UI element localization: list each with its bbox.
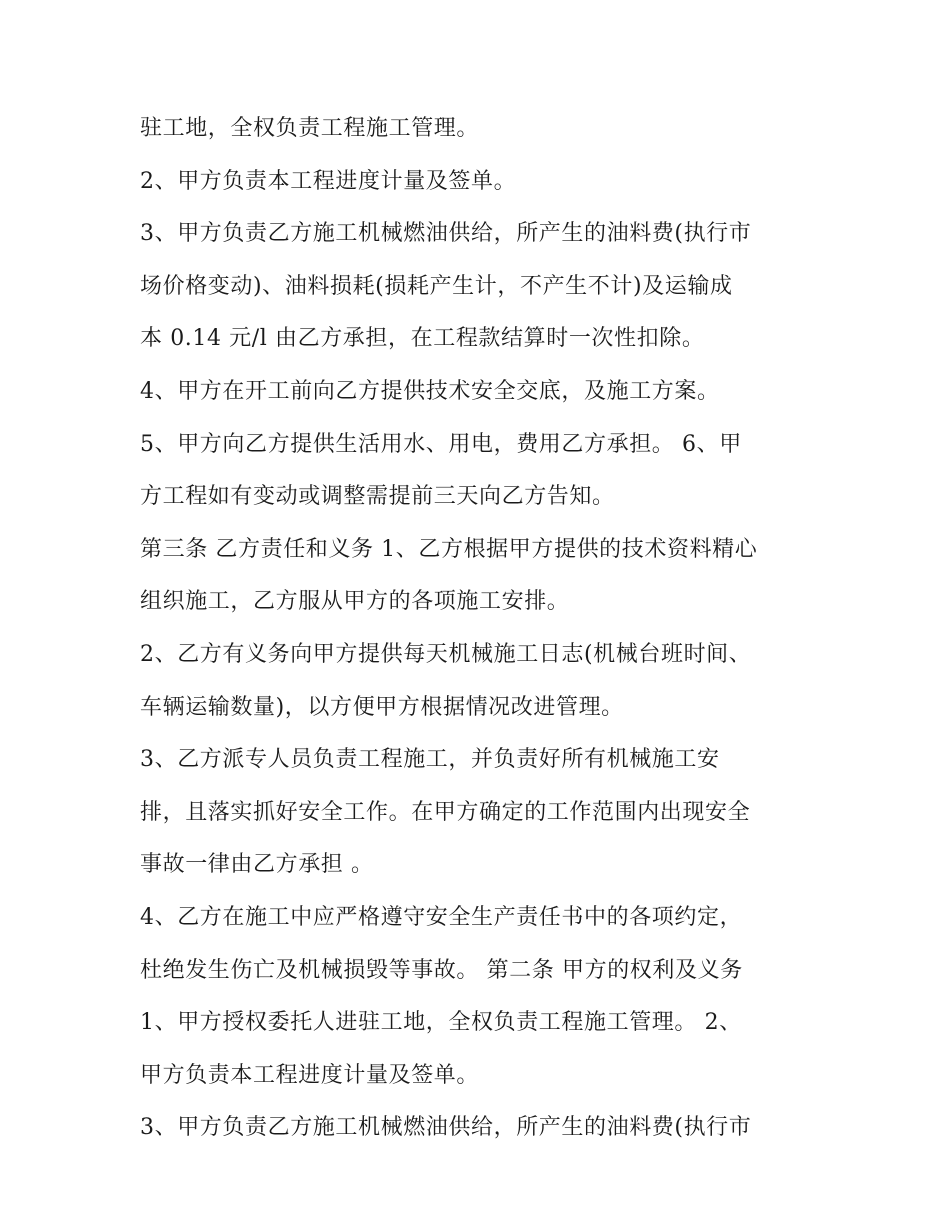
document-body (140, 103, 830, 1155)
text-line: 3、甲方负责乙方施工机械燃油供给，所产生的油料费(执行市 (140, 1115, 752, 1141)
text-line: 2、甲方负责本工程进度计量及签单。 (140, 168, 517, 194)
text-line: 1、甲方授权委托人进驻工地，全权负责工程施工管理。 2、 (140, 1010, 742, 1036)
text-line: 方工程如有变动或调整需提前三天向乙方告知。 (140, 484, 615, 510)
text-line: 杜绝发生伤亡及机械损毁等事故。 第二条 甲方的权利及义务 (140, 957, 743, 983)
text-line: 本 0.14 元/l 由乙方承担，在工程款结算时一次性扣除。 (140, 326, 705, 352)
text-line: 驻工地，全权负责工程施工管理。 (140, 116, 480, 141)
text-line: 排，且落实抓好安全工作。在甲方确定的工作范围内出现安全 (140, 799, 751, 825)
text-line: 3、乙方派专人员负责工程施工，并负责好所有机械施工安 (140, 747, 720, 773)
text-line: 甲方负责本工程进度计量及签单。 (140, 1062, 480, 1088)
text-line: 4、乙方在施工中应严格遵守安全生产责任书中的各项约定， (140, 904, 743, 930)
text-line: 场价格变动)、油料损耗(损耗产生计，不产生不计)及运输成 (140, 273, 733, 299)
text-line: 车辆运输数量)，以方便甲方根据情况改进管理。 (140, 694, 624, 720)
text-line: 2、乙方有义务向甲方提供每天机械施工日志(机械台班时间、 (140, 641, 752, 667)
text-line: 事故一律由乙方承担 。 (140, 852, 374, 878)
text-line: 3、甲方负责乙方施工机械燃油供给，所产生的油料费(执行市 (140, 221, 752, 247)
text-line: 4、甲方在开工前向乙方提供技术安全交底，及施工方案。 (140, 378, 720, 404)
text-line: 组织施工，乙方服从甲方的各项施工安排。 (140, 589, 570, 615)
section-heading-line: 第三条 乙方责任和义务 1、乙方根据甲方提供的技术资料精心 (140, 536, 758, 562)
text-line: 5、甲方向乙方提供生活用水、用电，费用乙方承担。 6、甲 (140, 431, 742, 457)
